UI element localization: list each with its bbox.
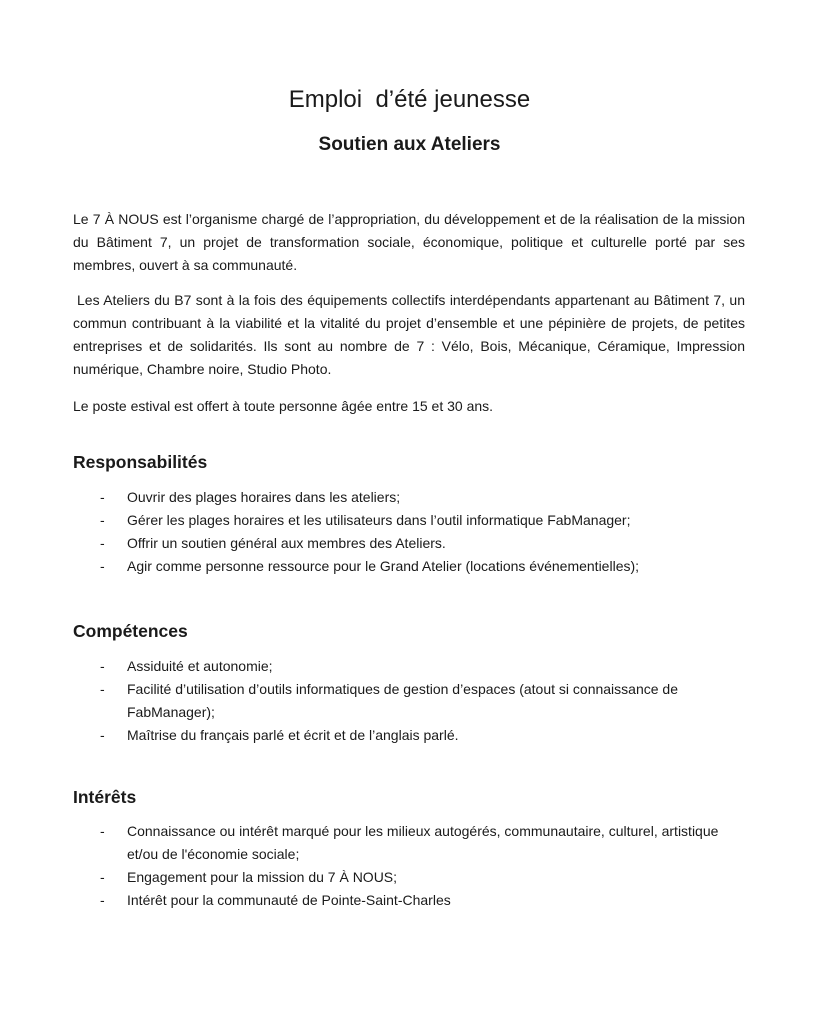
bullet-dash: - <box>100 892 105 908</box>
list-item <box>73 724 745 747</box>
bullet-dash: - <box>100 681 105 697</box>
interets-list <box>73 820 745 912</box>
responsabilites-list <box>73 486 745 578</box>
list-item-text: Ouvrir des plages horaires dans les ateliers; <box>127 489 401 505</box>
list-item-text: Assiduité et autonomie; <box>127 658 273 674</box>
list-item <box>73 889 745 912</box>
list-item-text: Facilité d’utilisation d’outils informatiques de gestion d’espaces (atout si connaissance de FabManager); <box>127 681 678 720</box>
list-item-text: Agir comme personne ressource pour le Grand Atelier (locations événementielles); <box>127 558 640 574</box>
list-item <box>73 509 745 532</box>
list-item <box>73 486 745 509</box>
bullet-dash: - <box>100 512 105 528</box>
list-item <box>73 655 745 678</box>
list-item <box>73 866 745 889</box>
bullet-dash: - <box>100 823 105 839</box>
list-item-text: Connaissance ou intérêt marqué pour les milieux autogérés, communautaire, culturel, artistique et/ou de l'économie sociale; <box>127 823 719 862</box>
section-heading-interets: Intérêts <box>73 787 137 807</box>
list-item <box>73 820 745 866</box>
bullet-dash: - <box>100 535 105 551</box>
list-item-text: Gérer les plages horaires et les utilisateurs dans l’outil informatique FabManager; <box>127 512 631 528</box>
competences-list <box>73 655 745 747</box>
eligibility-paragraph: Le poste estival est offert à toute personne âgée entre 15 et 30 ans. <box>73 398 494 414</box>
list-item-text: Maîtrise du français parlé et écrit et de l’anglais parlé. <box>127 727 459 743</box>
bullet-dash: - <box>100 869 105 885</box>
bullet-dash: - <box>100 727 105 743</box>
section-heading-responsabilites: Responsabilités <box>73 452 208 472</box>
document-title: Emploi d’été jeunesse <box>288 86 531 113</box>
bullet-dash: - <box>100 658 105 674</box>
intro-paragraph: Le 7 À NOUS est l’organisme chargé de l’appropriation, du développement et de la réalisation de la mission du Bâtiment 7, un projet de transformation sociale, économique, politique et culturelle porté par ses membres, ouvert à sa communauté. <box>73 211 745 273</box>
list-item <box>73 555 745 578</box>
bullet-dash: - <box>100 489 105 505</box>
section-heading-competences: Compétences <box>73 621 188 641</box>
bullet-dash: - <box>100 558 105 574</box>
list-item-text: Offrir un soutien général aux membres des Ateliers. <box>127 535 446 551</box>
list-item-text: Engagement pour la mission du 7 À NOUS; <box>127 869 398 885</box>
document-subtitle: Soutien aux Ateliers <box>318 134 501 155</box>
list-item <box>73 532 745 555</box>
list-item <box>73 678 745 724</box>
ateliers-paragraph: Les Ateliers du B7 sont à la fois des équipements collectifs interdépendants appartenant au Bâtiment 7, un commun contribuant à la viabilité et la vitalité du projet d’ensemble et une pépinière de projets, de petites entreprises et de solidarités. Ils sont au nombre de 7 : Vélo, Bois, Mécanique, Céramique, Impression numérique, Chambre noire, Studio Photo. <box>73 292 745 377</box>
list-item-text: Intérêt pour la communauté de Pointe-Saint-Charles <box>127 892 451 908</box>
